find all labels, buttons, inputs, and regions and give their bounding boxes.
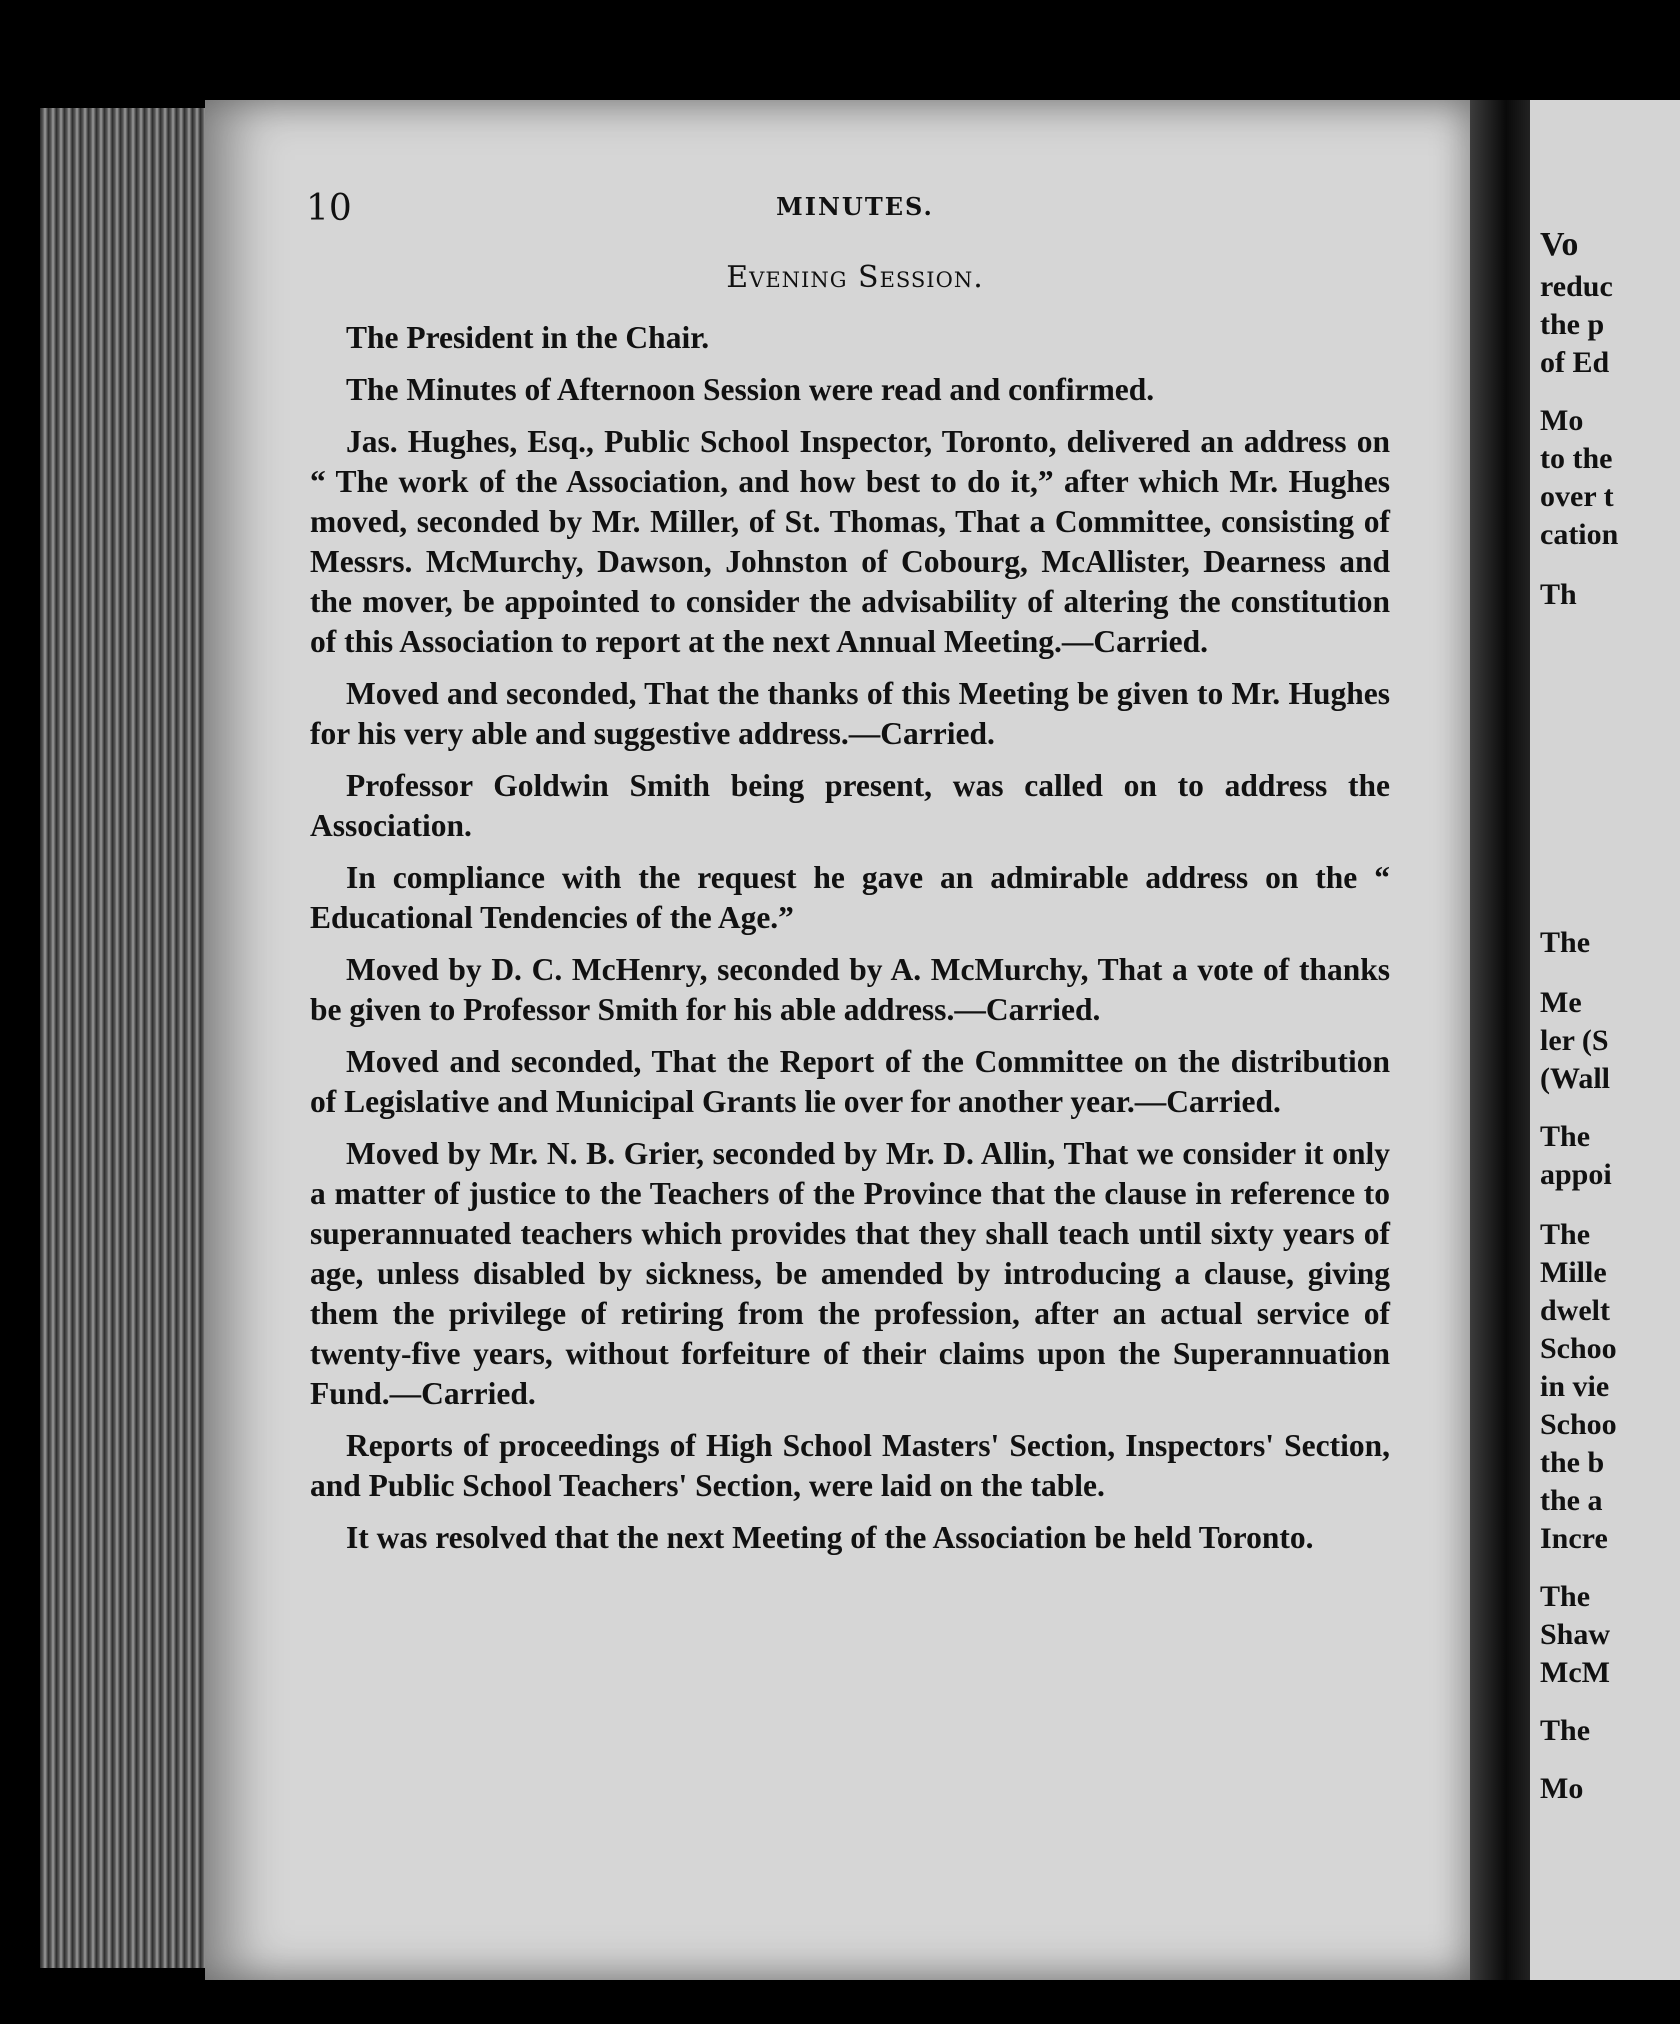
right-page-fragment: Schoo xyxy=(1540,1332,1617,1365)
paragraph: The President in the Chair. xyxy=(346,320,710,355)
right-page-fragment: The xyxy=(1540,1218,1591,1251)
session-heading: Evening Session. xyxy=(726,260,984,295)
book-gutter xyxy=(1470,100,1530,1980)
paragraph: Moved and seconded, That the thanks of this Meeting be given to Mr. Hughes for his very able and suggestive address.—Carried. xyxy=(310,676,1390,751)
right-page-fragment: Mille xyxy=(1540,1256,1607,1289)
right-page-fragment: Th xyxy=(1540,578,1577,611)
right-page-fragment: The xyxy=(1540,926,1591,959)
paragraph: Reports of proceedings of High School Masters' Section, Inspectors' Section, and Public School Teachers' Section, were laid on the table. xyxy=(310,1428,1390,1503)
minutes-body xyxy=(310,318,1390,1570)
paragraph: Professor Goldwin Smith being present, was called on to address the Association. xyxy=(310,768,1390,843)
right-page-fragment: cation xyxy=(1540,518,1619,551)
right-page-fragment: McM xyxy=(1540,1656,1610,1689)
paragraph: The Minutes of Afternoon Session were read and confirmed. xyxy=(346,372,1155,407)
right-page-fragment: The xyxy=(1540,1120,1591,1153)
right-page-fragment: The xyxy=(1540,1714,1591,1747)
book-page-edges xyxy=(40,108,210,1968)
right-page-fragment: of Ed xyxy=(1540,346,1610,379)
running-head xyxy=(300,188,1410,228)
right-page-fragment: Incre xyxy=(1540,1522,1608,1555)
right-page-fragment: appoi xyxy=(1540,1158,1612,1191)
right-page-fragment: (Wall xyxy=(1540,1062,1611,1095)
right-page-fragment: Vo xyxy=(1540,226,1579,263)
paragraph: In compliance with the request he gave an admirable address on the “ Educational Tendencies of the Age.” xyxy=(310,860,1390,935)
running-title: MINUTES. xyxy=(776,192,934,221)
right-page-fragment: the b xyxy=(1540,1446,1605,1479)
right-page-fragment: to the xyxy=(1540,442,1613,475)
right-page-fragment: the a xyxy=(1540,1484,1603,1517)
right-page-fragment: Schoo xyxy=(1540,1408,1617,1441)
paragraph: It was resolved that the next Meeting of the Association be held Toronto. xyxy=(346,1520,1314,1555)
right-page-fragment: over t xyxy=(1540,480,1614,513)
paragraph: Moved by Mr. N. B. Grier, seconded by Mr. D. Allin, That we consider it only a matter of justice to the Teachers of the Province that the clause in reference to superannuated teachers which provides that they shall teach until sixty years of age, unless disabled by sickness, be amended by introducing a clause, giving them the privilege of retiring from the profession, after an actual service of twenty-five years, without forfeiture of their claims upon the Superannuation Fund.—Carried. xyxy=(310,1136,1390,1411)
paragraph: Jas. Hughes, Esq., Public School Inspector, Toronto, delivered an address on “ The work of the Association, and how best to do it,” after which Mr. Hughes moved, seconded by Mr. Miller, of St. Thomas, That a Committee, consisting of Messrs. McMurchy, Dawson, Johnston of Cobourg, McAllister, Dearness and the mover, be appointed to consider the advisability of altering the constitution of this Association to report at the next Annual Meeting.—Carried. xyxy=(310,424,1390,659)
paragraph: Moved by D. C. McHenry, seconded by A. McMurchy, That a vote of thanks be given to Professor Smith for his able address.—Carried. xyxy=(310,952,1390,1027)
page-number: 10 xyxy=(306,188,352,229)
right-page-fragment: dwelt xyxy=(1540,1294,1610,1327)
right-page-fragment: ler (S xyxy=(1540,1024,1609,1057)
right-page-fragment: Mo xyxy=(1540,1772,1584,1805)
right-page-fragment: Shaw xyxy=(1540,1618,1611,1651)
right-page xyxy=(1530,100,1680,1980)
right-page-fragment: The xyxy=(1540,1580,1591,1613)
right-page-fragment: Mo xyxy=(1540,404,1584,437)
paragraph: Moved and seconded, That the Report of the Committee on the distribution of Legislative and Municipal Grants lie over for another year.—Carried. xyxy=(310,1044,1390,1119)
right-page-fragment: in vie xyxy=(1540,1370,1610,1403)
right-page-fragment: the p xyxy=(1540,308,1605,341)
right-page-fragment: Me xyxy=(1540,986,1582,1019)
right-page-fragment: reduc xyxy=(1540,270,1613,303)
